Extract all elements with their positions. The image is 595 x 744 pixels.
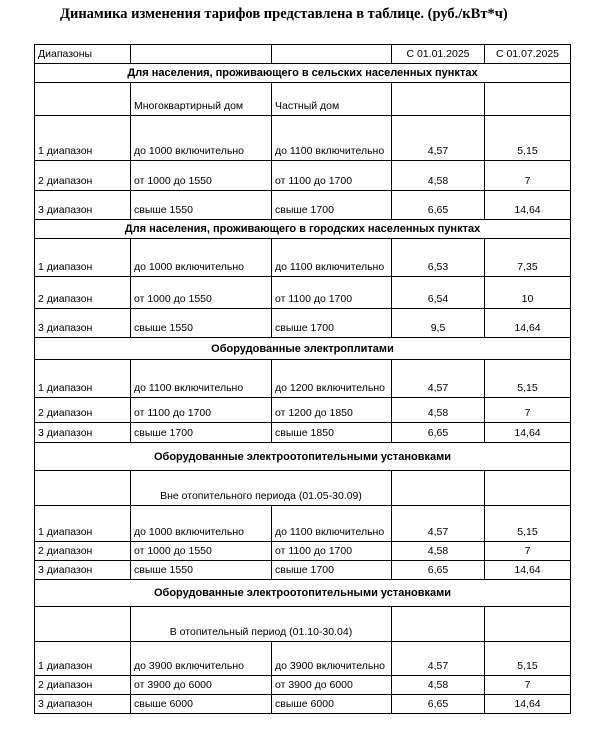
tariff-value-1: 4,58 [392, 161, 485, 191]
tariff-value-2: 7 [485, 676, 571, 695]
private-range: от 1200 до 1850 [272, 398, 392, 423]
period-row [35, 607, 571, 642]
section-title-row [35, 220, 571, 239]
empty-cell [485, 471, 571, 506]
range-label: 2 диапазон [35, 676, 131, 695]
subheader-private: Частный дом [272, 83, 392, 116]
table-row [35, 561, 571, 580]
apartment-range: свыше 1550 [131, 309, 272, 338]
private-range: до 1100 включительно [272, 116, 392, 161]
range-label: 3 диапазон [35, 191, 131, 220]
apartment-range: до 1000 включительно [131, 506, 272, 542]
table-row [35, 423, 571, 443]
private-range: свыше 1700 [272, 561, 392, 580]
tariff-value-1: 6,53 [392, 239, 485, 277]
table-row [35, 116, 571, 161]
tariff-value-1: 4,57 [392, 116, 485, 161]
range-label: 3 диапазон [35, 423, 131, 443]
range-label: 2 диапазон [35, 398, 131, 423]
range-label: 1 диапазон [35, 360, 131, 398]
empty-cell [392, 83, 485, 116]
range-label: 3 диапазон [35, 309, 131, 338]
tariff-value-2: 14,64 [485, 695, 571, 714]
apartment-range: от 3900 до 6000 [131, 676, 272, 695]
subheader-apartment: Многоквартирный дом [131, 83, 272, 116]
tariff-value-1: 4,57 [392, 506, 485, 542]
tariff-value-1: 4,58 [392, 542, 485, 561]
private-range: от 1100 до 1700 [272, 161, 392, 191]
apartment-range: до 1000 включительно [131, 239, 272, 277]
tariff-value-2: 5,15 [485, 506, 571, 542]
table-header-row [35, 45, 571, 64]
period-row [35, 471, 571, 506]
table-row [35, 360, 571, 398]
range-label: 1 диапазон [35, 642, 131, 676]
section-title: Оборудованные электроплитами [35, 338, 571, 360]
section-title: Для населения, проживающего в сельских населенных пунктах [35, 64, 571, 83]
tariff-value-2: 14,64 [485, 561, 571, 580]
range-label: 1 диапазон [35, 506, 131, 542]
range-label: 2 диапазон [35, 161, 131, 191]
apartment-range: от 1100 до 1700 [131, 398, 272, 423]
tariff-value-2: 5,15 [485, 116, 571, 161]
tariff-value-2: 14,64 [485, 423, 571, 443]
section-title: Для населения, проживающего в городских населенных пунктах [35, 220, 571, 239]
section-title-row [35, 64, 571, 83]
apartment-range: свыше 1550 [131, 561, 272, 580]
tariff-value-2: 5,15 [485, 360, 571, 398]
apartment-range: от 1000 до 1550 [131, 277, 272, 309]
private-range: свыше 1850 [272, 423, 392, 443]
period-label: В отопительный период (01.10-30.04) [131, 607, 392, 642]
apartment-range: свыше 1700 [131, 423, 272, 443]
apartment-range: до 1000 включительно [131, 116, 272, 161]
table-row [35, 277, 571, 309]
table-row [35, 239, 571, 277]
empty-cell [35, 83, 131, 116]
apartment-range: до 3900 включительно [131, 642, 272, 676]
tariff-value-1: 6,65 [392, 423, 485, 443]
apartment-range: свыше 1550 [131, 191, 272, 220]
tariff-value-1: 6,65 [392, 561, 485, 580]
range-label: 3 диапазон [35, 695, 131, 714]
private-range: свыше 1700 [272, 309, 392, 338]
header-empty-cell [272, 45, 392, 64]
range-label: 1 диапазон [35, 116, 131, 161]
private-range: от 1100 до 1700 [272, 542, 392, 561]
private-range: свыше 6000 [272, 695, 392, 714]
table-row [35, 191, 571, 220]
empty-cell [485, 83, 571, 116]
section-title-row [35, 580, 571, 607]
empty-cell [35, 471, 131, 506]
tariff-value-2: 14,64 [485, 191, 571, 220]
period-label: Вне отопительного периода (01.05-30.09) [131, 471, 392, 506]
private-range: до 1200 включительно [272, 360, 392, 398]
empty-cell [392, 471, 485, 506]
subheader-row [35, 83, 571, 116]
apartment-range: от 1000 до 1550 [131, 542, 272, 561]
header-date-2: С 01.07.2025 [485, 45, 571, 64]
empty-cell [485, 607, 571, 642]
range-label: 3 диапазон [35, 561, 131, 580]
apartment-range: до 1100 включительно [131, 360, 272, 398]
section-title: Оборудованные электроотопительными установками [35, 443, 571, 471]
tariff-value-2: 10 [485, 277, 571, 309]
private-range: до 3900 включительно [272, 642, 392, 676]
tariff-value-1: 6,65 [392, 695, 485, 714]
table-row [35, 309, 571, 338]
range-label: 2 диапазон [35, 542, 131, 561]
range-label: 2 диапазон [35, 277, 131, 309]
section-title: Оборудованные электроотопительными установками [35, 580, 571, 607]
section-title-row [35, 443, 571, 471]
header-ranges: Диапазоны [35, 45, 131, 64]
tariff-value-1: 4,57 [392, 642, 485, 676]
table-row [35, 642, 571, 676]
apartment-range: свыше 6000 [131, 695, 272, 714]
header-empty-cell [131, 45, 272, 64]
tariff-value-2: 7,35 [485, 239, 571, 277]
empty-cell [35, 607, 131, 642]
page-title: Динамика изменения тарифов представлена в таблице. (руб./кВт*ч) [60, 6, 508, 22]
private-range: свыше 1700 [272, 191, 392, 220]
tariff-value-1: 4,58 [392, 676, 485, 695]
header-date-1: С 01.01.2025 [392, 45, 485, 64]
table-row [35, 695, 571, 714]
tariff-value-1: 4,58 [392, 398, 485, 423]
tariff-table [34, 44, 571, 714]
section-title-row [35, 338, 571, 360]
private-range: до 1100 включительно [272, 506, 392, 542]
private-range: от 1100 до 1700 [272, 277, 392, 309]
private-range: от 3900 до 6000 [272, 676, 392, 695]
tariff-value-1: 4,57 [392, 360, 485, 398]
tariff-value-2: 7 [485, 161, 571, 191]
empty-cell [392, 607, 485, 642]
range-label: 1 диапазон [35, 239, 131, 277]
table-row [35, 542, 571, 561]
table-row [35, 676, 571, 695]
table-row [35, 398, 571, 423]
tariff-value-2: 7 [485, 398, 571, 423]
private-range: до 1100 включительно [272, 239, 392, 277]
tariff-value-1: 9,5 [392, 309, 485, 338]
tariff-value-1: 6,65 [392, 191, 485, 220]
tariff-value-2: 5,15 [485, 642, 571, 676]
tariff-value-2: 14,64 [485, 309, 571, 338]
table-row [35, 161, 571, 191]
apartment-range: от 1000 до 1550 [131, 161, 272, 191]
table-row [35, 506, 571, 542]
tariff-value-2: 7 [485, 542, 571, 561]
tariff-value-1: 6,54 [392, 277, 485, 309]
